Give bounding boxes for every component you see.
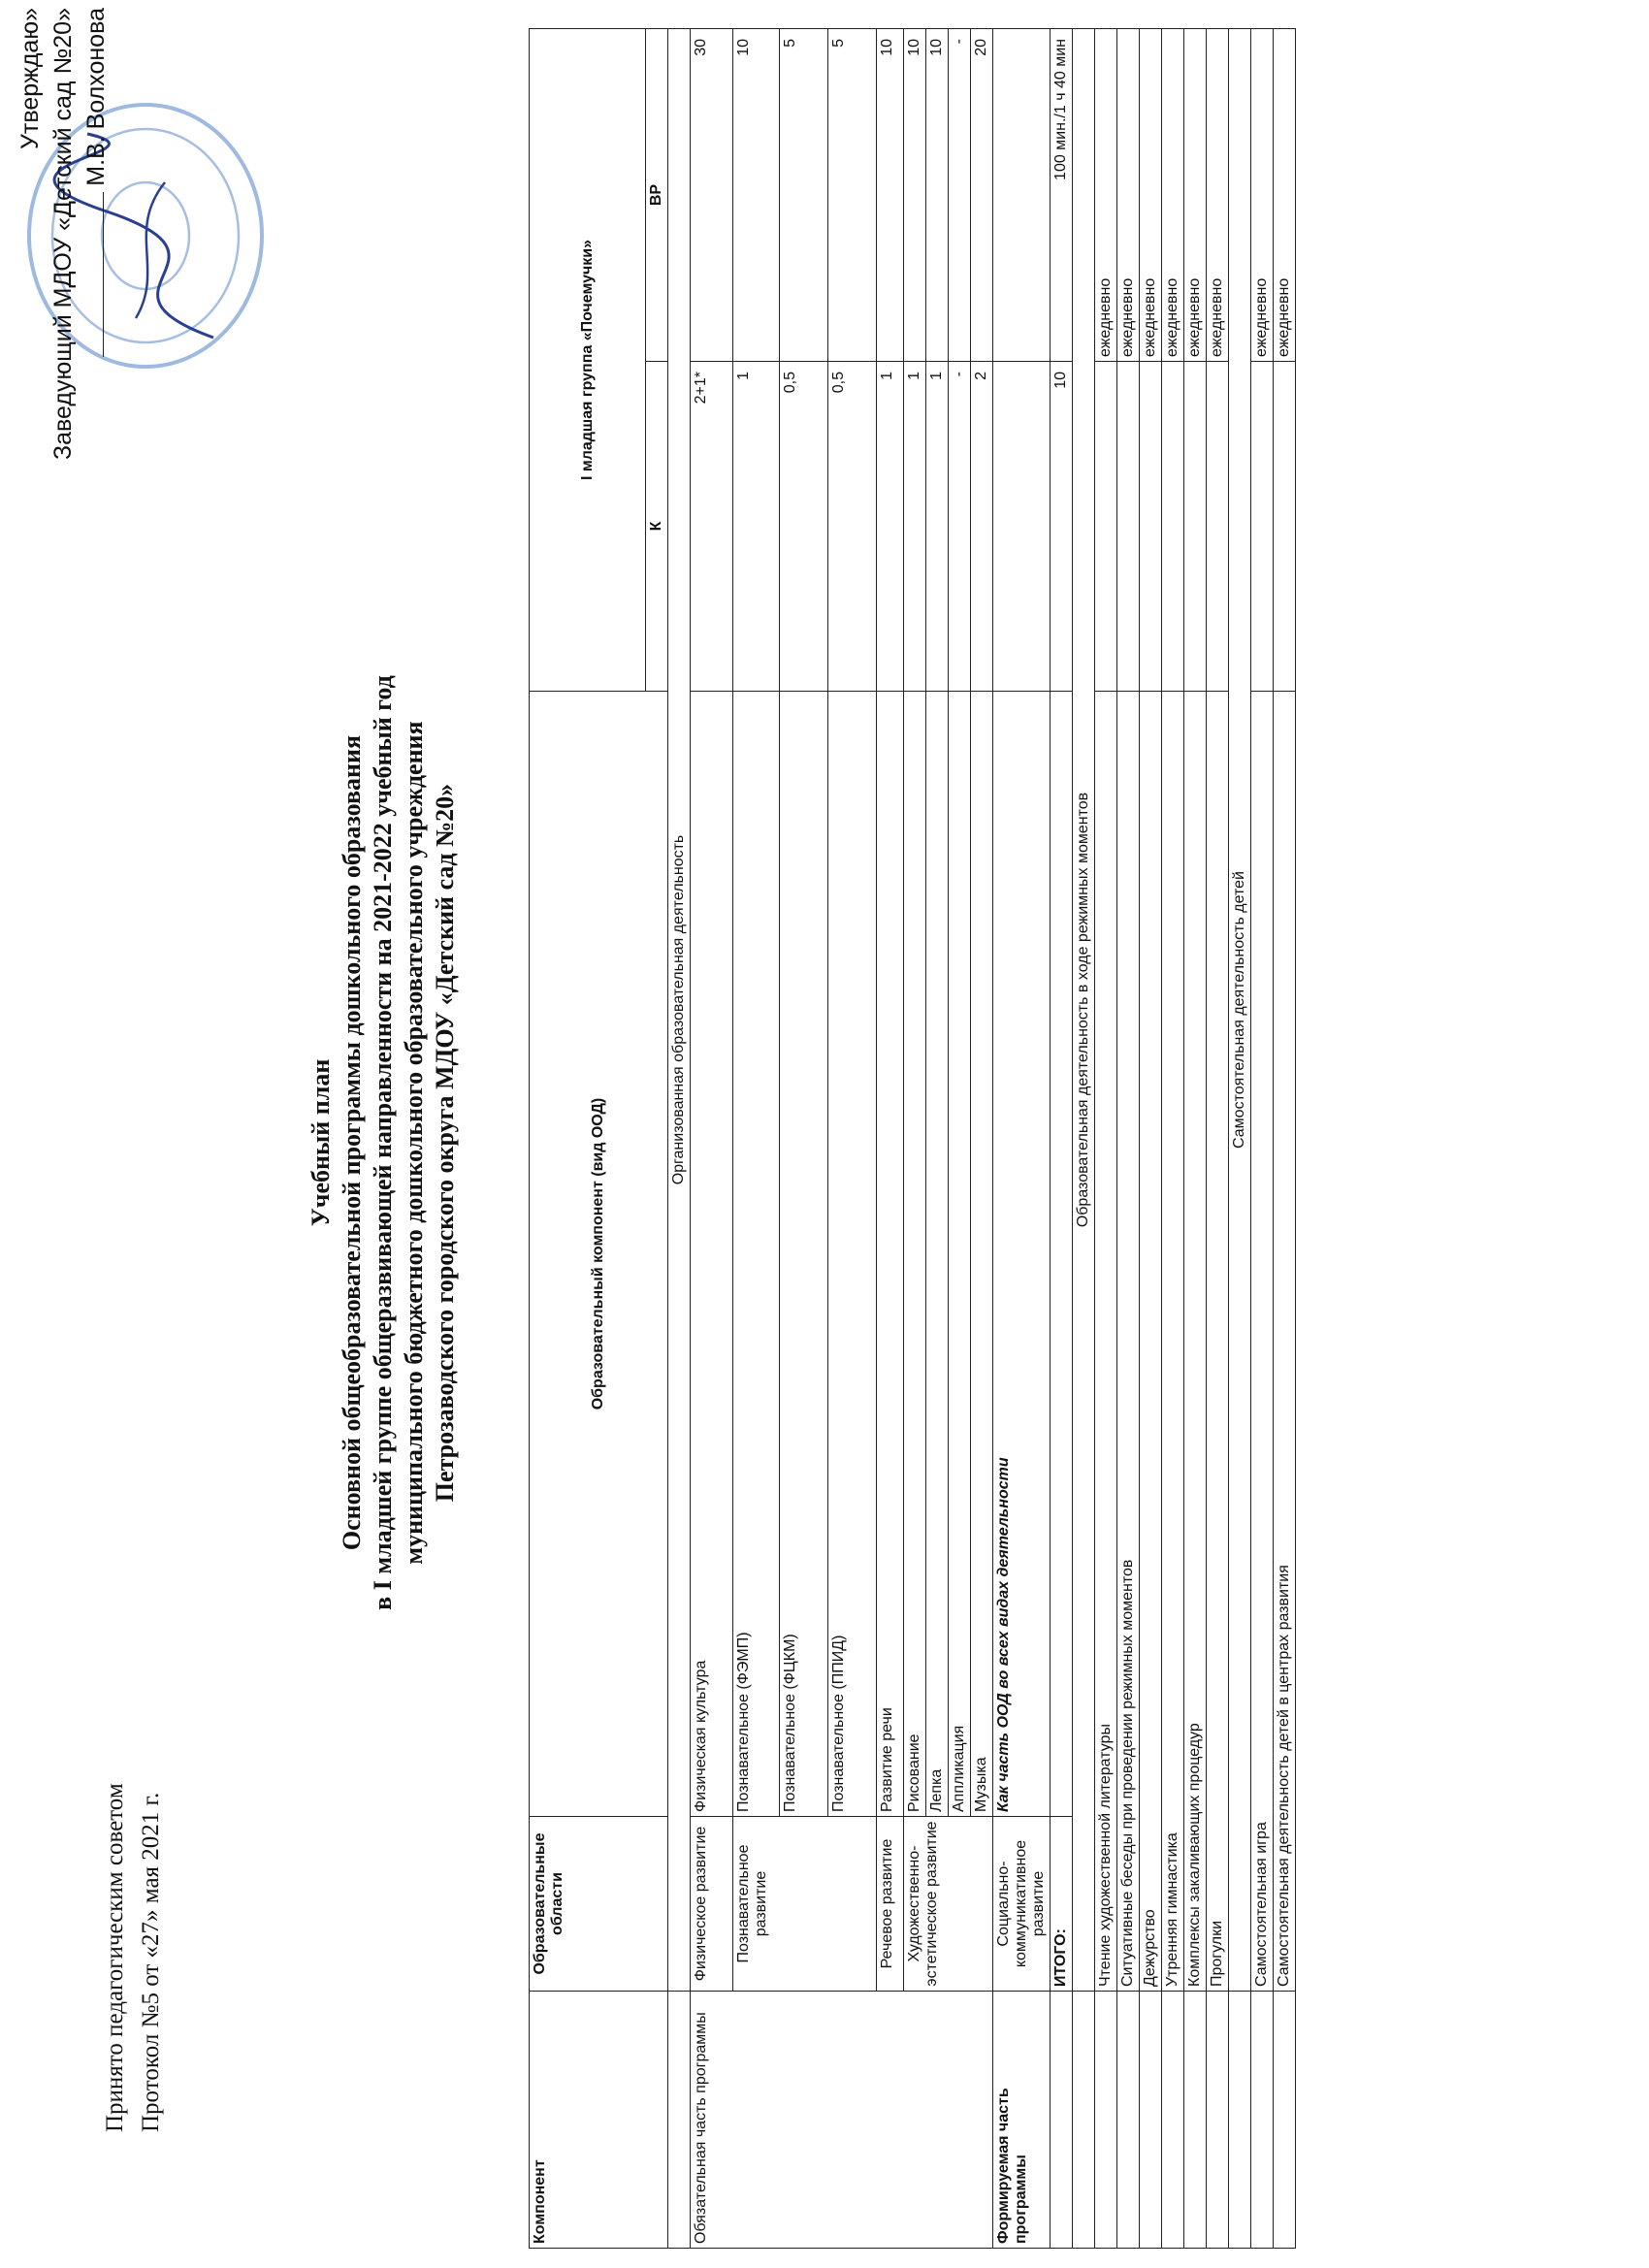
approval-head-name: М.В. Волхонова <box>82 8 110 186</box>
freq-cell: ежедневно <box>1117 29 1140 362</box>
k-cell: 0,5 <box>780 362 828 692</box>
total-k: 10 <box>1051 362 1073 692</box>
area-cell: Физическое развитие <box>691 1817 733 1992</box>
title-line-4: муниципального бюджетного дошкольного образовательного учреждения <box>400 721 428 1565</box>
approval-signature-line <box>80 8 113 460</box>
header-component: Компонент <box>530 1992 668 2249</box>
k-cell: 1 <box>733 362 780 692</box>
area-cell: Познавательное развитие <box>733 1817 877 1992</box>
freq-cell: ежедневно <box>1140 29 1162 362</box>
activity-cell: Рисование <box>904 692 926 1817</box>
table-row <box>1051 29 1073 2249</box>
area-cell: Речевое развитие <box>877 1817 904 1992</box>
vr-cell: 10 <box>904 29 926 362</box>
table-row <box>877 29 904 2249</box>
area-cell: Социально-коммуникативное развитие <box>993 1817 1051 1992</box>
title-line-3: в I младшей группе общеразвивающей направленности на 2021-2022 учебный год <box>369 675 397 1610</box>
title-line-5: Петрозаводского городского округа МДОУ «Детский сад №20» <box>431 783 459 1503</box>
table-row <box>1251 29 1274 2249</box>
formed-part-label: Формируемая часть программы <box>993 1992 1051 2249</box>
approval-block-head <box>14 8 113 460</box>
vr-cell: 5 <box>828 29 877 362</box>
signature-underline <box>103 192 104 357</box>
table-row <box>733 29 780 2249</box>
table-row <box>1095 29 1117 2249</box>
area-cell: Художественно-эстетическое развитие <box>904 1817 993 1992</box>
title-line-1: Учебный план <box>307 1058 335 1227</box>
table-row <box>1207 29 1229 2249</box>
freq-cell: ежедневно <box>1095 29 1117 362</box>
activity-cell: Ситуативные беседы при проведении режимных моментов <box>1117 692 1140 1992</box>
freq-cell: ежедневно <box>1251 29 1274 362</box>
freq-cell: ежедневно <box>1184 29 1207 362</box>
activity-cell: Лепка <box>926 692 949 1817</box>
k-cell: 2 <box>971 362 993 692</box>
header-k: К <box>646 362 668 692</box>
activity-cell: Музыка <box>971 692 993 1817</box>
table-row <box>1274 29 1296 2249</box>
k-cell: 0,5 <box>828 362 877 692</box>
activity-cell: Физическая культура <box>691 692 733 1817</box>
activity-cell: Как часть ООД во всех видах деятельности <box>993 692 1051 1817</box>
activity-cell: Чтение художественной литературы <box>1095 692 1117 1992</box>
activity-cell: Аппликация <box>949 692 971 1817</box>
vr-cell: 20 <box>971 29 993 362</box>
section-ood: Организованная образовательная деятельность <box>668 29 691 1992</box>
approval-council-line: Принято педагогическим советом <box>102 1783 128 2132</box>
vr-cell: 5 <box>780 29 828 362</box>
activity-cell: Познавательное (ФЭМП) <box>733 692 780 1817</box>
table-row <box>904 29 926 2249</box>
total-label: ИТОГО: <box>1051 1817 1073 1992</box>
vr-cell: 10 <box>926 29 949 362</box>
table-row <box>1117 29 1140 2249</box>
k-cell: 1 <box>926 362 949 692</box>
k-cell: - <box>949 362 971 692</box>
table-row <box>1184 29 1207 2249</box>
activity-cell: Утренняя гимнастика <box>1162 692 1184 1992</box>
header-areas: Образовательные области <box>530 1817 668 1992</box>
table-row <box>993 29 1051 2249</box>
vr-cell: - <box>949 29 971 362</box>
freq-cell: ежедневно <box>1274 29 1296 362</box>
total-vr: 100 мин./1 ч 40 мин <box>1051 29 1073 362</box>
activity-cell: Комплексы закаливающих процедур <box>1184 692 1207 1992</box>
activity-cell: Прогулки <box>1207 692 1229 1992</box>
freq-cell: ежедневно <box>1162 29 1184 362</box>
activity-cell: Развитие речи <box>877 692 904 1817</box>
activity-cell: Самостоятельная игра <box>1251 692 1274 1992</box>
table-row <box>1162 29 1184 2249</box>
table-row <box>691 29 733 2249</box>
activity-cell: Познавательное (ППИД) <box>828 692 877 1817</box>
k-cell: 1 <box>877 362 904 692</box>
document-title <box>306 173 461 2113</box>
activity-cell: Дежурство <box>1140 692 1162 1992</box>
approval-block-council <box>97 1783 169 2132</box>
approval-approve-line: Утверждаю» <box>16 8 44 150</box>
activity-cell: Самостоятельная деятельность детей в центрах развития <box>1274 692 1296 1992</box>
header-edu-component: Образовательный компонент (вид ООД) <box>530 692 668 1817</box>
header-vr: ВР <box>646 29 668 362</box>
vr-cell: 30 <box>691 29 733 362</box>
section-regime: Образовательная деятельность в ходе режимных моментов <box>1073 29 1095 1992</box>
vr-cell: 10 <box>877 29 904 362</box>
curriculum-table <box>529 28 1296 2249</box>
header-group: I младшая группа «Почемучки» <box>530 29 646 692</box>
section-independent: Самостоятельная деятельность детей <box>1229 29 1251 1992</box>
title-line-2: Основной общеобразовательной программы дошкольного образования <box>338 734 366 1551</box>
freq-cell: ежедневно <box>1207 29 1229 362</box>
approval-position-line: Заведующий МДОУ «Детский сад №20» <box>49 8 77 460</box>
approval-protocol-line: Протокол №5 от «27» мая 2021 г. <box>138 1792 164 2132</box>
vr-cell: 10 <box>733 29 780 362</box>
k-cell: 1 <box>904 362 926 692</box>
k-cell: 2+1* <box>691 362 733 692</box>
activity-cell: Познавательное (ФЦКМ) <box>780 692 828 1817</box>
mandatory-part-label: Обязательная часть программы <box>691 1992 993 2249</box>
table-row <box>1140 29 1162 2249</box>
